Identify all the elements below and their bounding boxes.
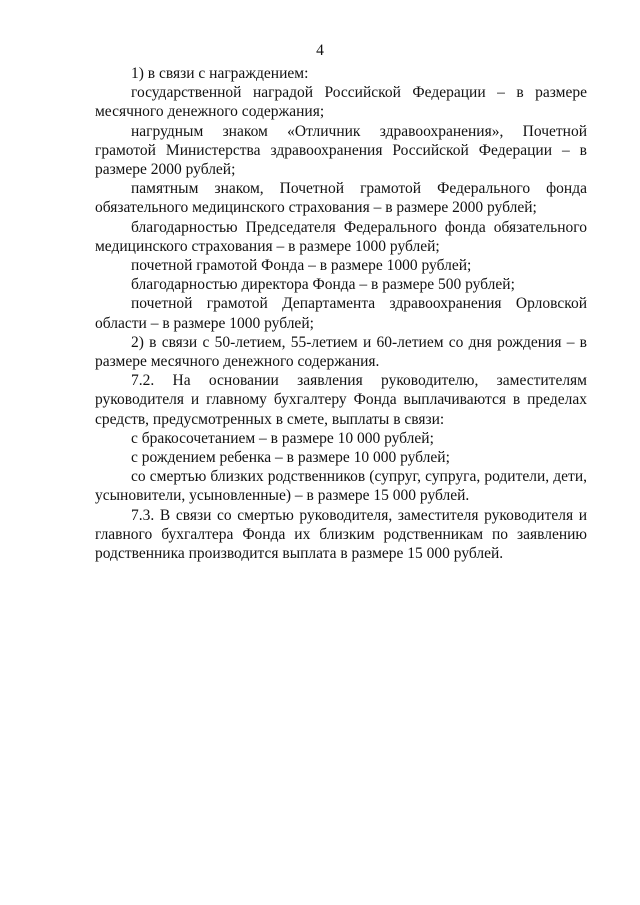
paragraph-chairman-gratitude: благодарностью Председателя Федерального фонда обязательного медицинского страхования – в размере 1000 рублей; (95, 218, 587, 255)
paragraph-awards-intro: 1) в связи с награждением: (131, 65, 309, 82)
paragraph-relative-death: со смертью близких родственников (супруг, супруга, родители, дети, усыновители, усыновленные) – в размере 15 000 рублей. (95, 468, 587, 505)
paragraph-oryol-health-department: почетной грамотой Департамента здравоохранения Орловской области – в размере 1000 рублей; (95, 295, 587, 332)
paragraph-fund-certificate: почетной грамотой Фонда – в размере 1000 рублей; (131, 257, 472, 275)
page-number: 4 (316, 42, 324, 59)
paragraph-child-birth: с рождением ребенка – в размере 10 000 рублей; (131, 449, 450, 467)
paragraph-health-ministry-badge: нагрудным знаком «Отличник здравоохранения», Почетной грамотой Министерства здравоохранения Российской Федерации – в размере 2000 рублей; (95, 122, 587, 179)
paragraph-marriage: с бракосочетанием – в размере 10 000 рублей; (131, 429, 434, 447)
paragraph-birthday-anniversary: 2) в связи с 50-летием, 55-летием и 60-летием со дня рождения – в размере месячного денежного содержания. (95, 333, 587, 371)
paragraph-commemorative-badge: памятным знаком, Почетной грамотой Федерального фонда обязательного медицинского страхования – в размере 2000 рублей; (95, 180, 587, 217)
paragraph-section-7-2: 7.2. На основании заявления руководителю, заместителям руководителя и главному бухгалтеру Фонда выплачиваются в пределах средств, предусмотренных в смете, выплаты в связи: (95, 372, 587, 428)
paragraph-section-7-3: 7.3. В связи со смертью руководителя, заместителя руководителя и главного бухгалтера Фонда их близким родственникам по заявлению родственника производится выплата в размере 15 000 рублей. (95, 506, 587, 563)
document-body (95, 64, 587, 563)
paragraph-state-award: государственной наградой Российской Федерации – в размере месячного денежного содержания; (95, 84, 587, 121)
paragraph-director-gratitude: благодарностью директора Фонда – в размере 500 рублей; (131, 276, 515, 294)
